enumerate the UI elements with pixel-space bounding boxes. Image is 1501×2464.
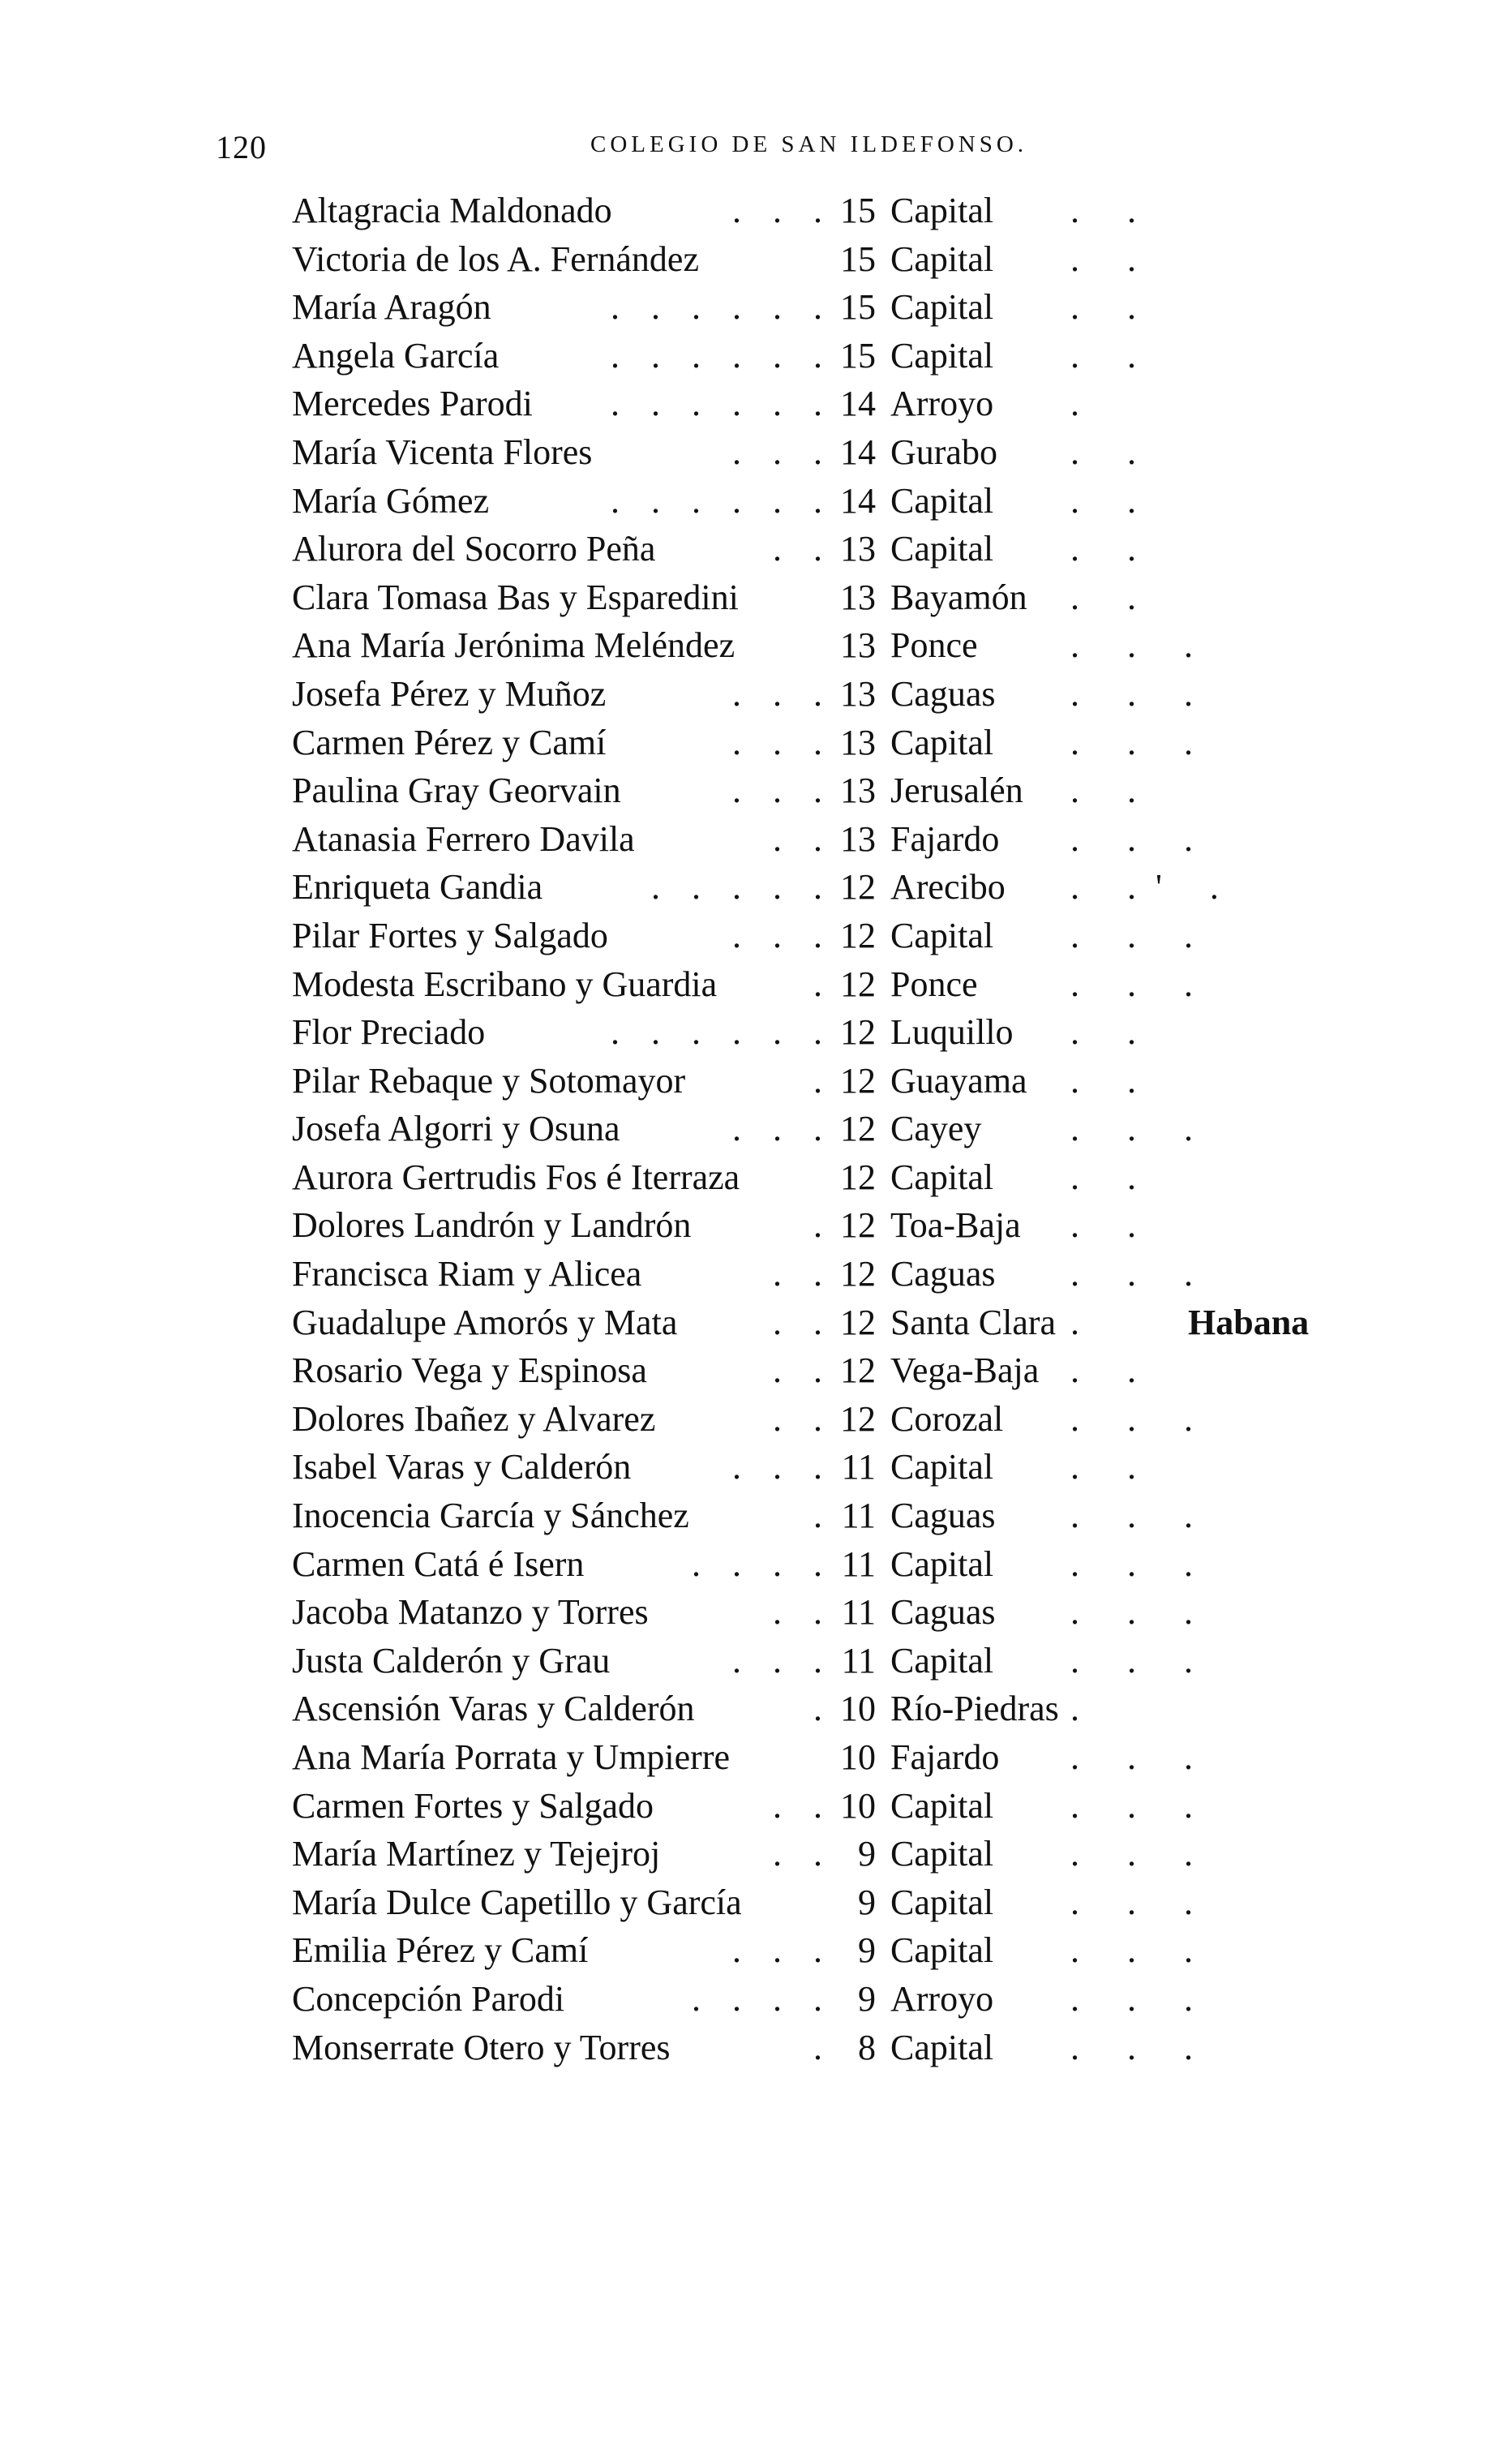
register-row — [292, 1782, 1330, 1831]
student-name — [292, 1878, 834, 1927]
register-row — [292, 573, 1330, 622]
student-origin: Capital — [890, 1157, 994, 1197]
register-row — [292, 1492, 1330, 1540]
student-name-text: Ascensión Varas y Calderón — [292, 1689, 695, 1729]
student-age: 12 — [840, 1012, 876, 1053]
student-name-text: Victoria de los A. Fernández — [292, 238, 699, 279]
trailing-dots: . . — [1070, 1205, 1156, 1246]
leader-dots: . — [808, 1057, 834, 1105]
student-name — [292, 670, 834, 719]
student-origin: Luquillo — [890, 1012, 1014, 1053]
student-origin: Guayama — [890, 1060, 1027, 1101]
leader-dots: . . — [768, 1782, 834, 1831]
student-name — [292, 428, 834, 477]
register-row — [292, 1201, 1330, 1250]
register-row — [292, 1105, 1330, 1153]
student-name — [292, 525, 834, 573]
trailing-dots: . . — [1070, 238, 1156, 279]
leader-dots: . . . . . . — [606, 380, 834, 428]
student-age: 12 — [840, 1157, 876, 1197]
register-row — [292, 477, 1330, 526]
student-origin: Capital — [890, 1882, 994, 1922]
running-head: COLEGIO DE SAN ILDEFONSO. — [590, 131, 1028, 157]
student-origin: Arecibo — [890, 867, 1006, 908]
trailing-dots: . . — [1070, 431, 1156, 472]
register-row — [292, 235, 1330, 284]
student-name — [292, 719, 834, 767]
trailing-dots: . . — [1070, 480, 1156, 521]
leader-dots: . . . — [727, 1443, 834, 1492]
student-name — [292, 960, 834, 1009]
student-name-text: Paulina Gray Georvain — [292, 771, 621, 811]
student-name-text: Pilar Fortes y Salgado — [292, 915, 608, 955]
trailing-dots: . — [1070, 1302, 1099, 1342]
student-name-text: Justa Calderón y Grau — [292, 1640, 611, 1681]
leader-dots: . . . — [727, 766, 834, 815]
student-origin: Caguas — [890, 1254, 996, 1294]
student-name-text: Josefa Pérez y Muñoz — [292, 673, 607, 714]
register-row — [292, 1443, 1330, 1492]
register-row — [292, 1395, 1330, 1444]
student-origin: Caguas — [890, 673, 996, 714]
student-origin: Capital — [890, 529, 994, 569]
student-age: 12 — [840, 1060, 876, 1101]
student-origin: Capital — [890, 722, 994, 762]
student-origin: Jerusalén — [890, 771, 1023, 811]
student-name — [292, 1250, 834, 1299]
student-origin: Arroyo — [890, 1978, 994, 2019]
student-origin: Corozal — [890, 1398, 1004, 1439]
trailing-dots: . — [1070, 1689, 1099, 1729]
register-row — [292, 283, 1330, 332]
trailing-dots: . . . — [1070, 1930, 1212, 1971]
student-age: 11 — [841, 1543, 876, 1584]
student-origin: Capital — [890, 191, 994, 230]
student-origin: Caguas — [890, 1496, 996, 1536]
student-origin: Ponce — [890, 964, 978, 1004]
register-row — [292, 1299, 1330, 1347]
student-name-text: Josefa Algorri y Osuna — [292, 1109, 620, 1149]
leader-dots: . . — [768, 525, 834, 573]
leader-dots: . — [808, 1685, 834, 1733]
leader-dots: . . . . . — [646, 863, 834, 912]
trailing-dots: . . . — [1070, 915, 1212, 955]
leader-dots: . . . — [727, 1637, 834, 1685]
register-row — [292, 912, 1330, 960]
student-origin: Vega-Baja — [890, 1350, 1040, 1391]
student-age: 14 — [840, 384, 876, 424]
register-row — [292, 719, 1330, 767]
student-age: 11 — [841, 1496, 876, 1536]
register-row — [292, 960, 1330, 1009]
student-name-text: Concepción Parodi — [292, 1978, 565, 2019]
register-row — [292, 1153, 1330, 1202]
student-name — [292, 187, 834, 235]
student-name — [292, 1540, 834, 1589]
student-name-text: Monserrate Otero y Torres — [292, 2027, 671, 2067]
student-origin: Capital — [890, 1785, 994, 1826]
leader-dots: . . — [768, 1588, 834, 1637]
leader-dots: . . . . . . — [606, 477, 834, 526]
trailing-dots: . . . — [1070, 2027, 1212, 2067]
student-name — [292, 1153, 834, 1202]
student-name-text: Atanasia Ferrero Davila — [292, 818, 635, 859]
register-row — [292, 380, 1330, 428]
student-name — [292, 1492, 834, 1540]
student-name — [292, 332, 834, 380]
student-name-text: Mercedes Parodi — [292, 384, 533, 424]
student-age: 14 — [840, 431, 876, 472]
student-name-text: Emilia Pérez y Camí — [292, 1930, 589, 1971]
leader-dots: . — [808, 1201, 834, 1250]
student-name-text: Jacoba Matanzo y Torres — [292, 1592, 649, 1633]
student-name-text: Carmen Fortes y Salgado — [292, 1785, 654, 1826]
student-name — [292, 1733, 834, 1782]
leader-dots: . . . — [727, 187, 834, 235]
trailing-dots: . . . — [1070, 818, 1212, 859]
student-origin: Bayamón — [890, 577, 1027, 617]
student-name — [292, 1299, 834, 1347]
trailing-dots: . . — [1070, 287, 1156, 328]
student-age: 9 — [858, 1882, 876, 1922]
student-origin: Arroyo — [890, 384, 994, 424]
student-name-text: Altagracia Maldonado — [292, 191, 612, 230]
leader-dots: . . . — [727, 670, 834, 719]
student-name — [292, 1830, 834, 1878]
student-age: 12 — [840, 1350, 876, 1391]
trailing-dots: . . — [1070, 1012, 1156, 1053]
trailing-dots: . . — [1070, 1060, 1156, 1101]
register-row — [292, 332, 1330, 380]
student-origin-note: Habana — [1188, 1302, 1310, 1342]
register-row — [292, 1830, 1330, 1878]
student-age: 10 — [840, 1689, 876, 1729]
student-origin: Toa-Baja — [890, 1205, 1021, 1246]
student-age: 13 — [840, 577, 876, 617]
student-name — [292, 1782, 834, 1831]
trailing-dots: . . — [1070, 191, 1156, 230]
student-origin: Cayey — [890, 1109, 982, 1149]
student-name-text: Carmen Catá é Isern — [292, 1543, 585, 1584]
leader-dots: . . — [768, 1830, 834, 1878]
leader-dots: . . . — [727, 1105, 834, 1153]
leader-dots: . . — [768, 1250, 834, 1299]
student-origin: Caguas — [890, 1592, 996, 1633]
student-name-text: Carmen Pérez y Camí — [292, 722, 607, 762]
leader-dots: . . . . — [687, 1975, 834, 2024]
student-origin: Gurabo — [890, 431, 997, 472]
student-origin: Río-Piedras — [890, 1689, 1059, 1729]
student-name-text: Enriqueta Gandia — [292, 867, 543, 908]
trailing-dots: . . — [1070, 771, 1156, 811]
trailing-dots: . . — [1070, 1157, 1156, 1197]
trailing-dots: . .' . — [1070, 867, 1238, 908]
student-origin: Capital — [890, 1543, 994, 1584]
student-origin: Capital — [890, 287, 994, 328]
student-name-text: Flor Preciado — [292, 1012, 486, 1053]
register-row — [292, 1588, 1330, 1637]
student-name — [292, 1008, 834, 1057]
register-row — [292, 1733, 1330, 1782]
student-name-text: Ana María Porrata y Umpierre — [292, 1737, 731, 1777]
register-row — [292, 525, 1330, 573]
student-name — [292, 1637, 834, 1685]
student-age: 15 — [840, 335, 876, 376]
student-age: 13 — [840, 818, 876, 859]
student-age: 13 — [840, 771, 876, 811]
student-origin: Fajardo — [890, 818, 1000, 859]
trailing-dots: . . . — [1070, 1543, 1212, 1584]
student-name-text: Rosario Vega y Espinosa — [292, 1350, 647, 1391]
student-origin: Fajardo — [890, 1737, 1000, 1777]
trailing-dots: . . . — [1070, 1834, 1212, 1874]
trailing-dots: . . — [1070, 1447, 1156, 1487]
student-name — [292, 1395, 834, 1444]
register-row — [292, 670, 1330, 719]
student-origin: Santa Clara — [890, 1302, 1057, 1342]
student-age: 12 — [840, 1398, 876, 1439]
student-age: 9 — [858, 1834, 876, 1874]
student-name — [292, 621, 834, 670]
student-name — [292, 1926, 834, 1975]
leader-dots: . — [808, 960, 834, 1009]
student-age: 15 — [840, 238, 876, 279]
student-name-text: Dolores Landrón y Landrón — [292, 1205, 692, 1246]
leader-dots: . . . — [727, 428, 834, 477]
leader-dots: . . — [768, 1395, 834, 1444]
student-age: 10 — [840, 1737, 876, 1777]
register-row — [292, 863, 1330, 912]
student-age: 12 — [840, 1302, 876, 1342]
register-row — [292, 766, 1330, 815]
student-name — [292, 283, 834, 332]
student-name — [292, 235, 834, 284]
leader-dots: . . . — [727, 719, 834, 767]
student-name — [292, 1201, 834, 1250]
student-origin: Capital — [890, 480, 994, 521]
student-name — [292, 912, 834, 960]
student-name-text: Ana María Jerónima Meléndez — [292, 625, 735, 666]
student-age: 10 — [840, 1785, 876, 1826]
student-name — [292, 1685, 834, 1733]
student-origin: Capital — [890, 915, 994, 955]
register-row — [292, 1346, 1330, 1395]
student-name — [292, 1057, 834, 1105]
student-origin: Capital — [890, 1447, 994, 1487]
student-name-text: María Dulce Capetillo y García — [292, 1882, 742, 1922]
student-age: 8 — [858, 2027, 876, 2067]
student-age: 12 — [840, 867, 876, 908]
trailing-dots: . . . — [1070, 1978, 1212, 2019]
trailing-dots: . . . — [1070, 1398, 1212, 1439]
student-age: 11 — [841, 1640, 876, 1681]
leader-dots: . — [808, 1492, 834, 1540]
student-origin: Capital — [890, 238, 994, 279]
register-row — [292, 1878, 1330, 1927]
student-age: 12 — [840, 1254, 876, 1294]
student-name-text: Guadalupe Amorós y Mata — [292, 1302, 678, 1342]
student-origin: Capital — [890, 2027, 994, 2067]
student-origin: Capital — [890, 1930, 994, 1971]
student-age: 12 — [840, 1205, 876, 1246]
student-register-list — [292, 187, 1330, 2071]
leader-dots: . — [808, 2024, 834, 2072]
trailing-dots: . . . — [1070, 1109, 1212, 1149]
student-age: 12 — [840, 1109, 876, 1149]
student-name-text: Aurora Gertrudis Fos é Iterraza — [292, 1157, 740, 1197]
leader-dots: . . . — [727, 912, 834, 960]
student-name-text: María Gómez — [292, 480, 490, 521]
student-name — [292, 1975, 834, 2024]
leader-dots: . . . . . . — [606, 332, 834, 380]
trailing-dots: . . . — [1070, 722, 1212, 762]
student-name-text: Dolores Ibañez y Alvarez — [292, 1398, 656, 1439]
leader-dots: . . . . . . — [606, 1008, 834, 1057]
student-origin: Capital — [890, 1640, 994, 1681]
leader-dots: . . . . — [687, 1540, 834, 1589]
trailing-dots: . . . — [1070, 1882, 1212, 1922]
register-row — [292, 1540, 1330, 1589]
student-age: 11 — [841, 1447, 876, 1487]
trailing-dots: . . — [1070, 529, 1156, 569]
student-name — [292, 477, 834, 526]
student-name — [292, 815, 834, 864]
student-name-text: Pilar Rebaque y Sotomayor — [292, 1060, 686, 1101]
student-age: 13 — [840, 673, 876, 714]
register-row — [292, 1008, 1330, 1057]
register-row — [292, 1637, 1330, 1685]
trailing-dots: . . — [1070, 1350, 1156, 1391]
leader-dots: . . . — [727, 1926, 834, 1975]
trailing-dots: . . . — [1070, 1496, 1212, 1536]
register-row — [292, 187, 1330, 235]
student-name — [292, 2024, 834, 2072]
register-row — [292, 1685, 1330, 1733]
student-origin: Ponce — [890, 625, 978, 666]
student-origin: Capital — [890, 335, 994, 376]
trailing-dots: . — [1070, 384, 1099, 424]
student-name — [292, 766, 834, 815]
student-name — [292, 573, 834, 622]
leader-dots: . . — [768, 815, 834, 864]
trailing-dots: . . . — [1070, 1640, 1212, 1681]
trailing-dots: . . . — [1070, 1785, 1212, 1826]
page-number: 120 — [216, 129, 267, 165]
student-age: 15 — [840, 191, 876, 230]
student-name-text: Isabel Varas y Calderón — [292, 1447, 632, 1487]
student-age: 11 — [841, 1592, 876, 1633]
student-origin: Capital — [890, 1834, 994, 1874]
student-name-text: María Aragón — [292, 287, 491, 328]
student-name — [292, 863, 834, 912]
leader-dots: . . — [768, 1346, 834, 1395]
trailing-dots: . . . — [1070, 625, 1212, 666]
student-name-text: Inocencia García y Sánchez — [292, 1496, 689, 1536]
trailing-dots: . . — [1070, 335, 1156, 376]
register-row — [292, 1926, 1330, 1975]
register-row — [292, 815, 1330, 864]
register-row — [292, 1250, 1330, 1299]
student-age: 12 — [840, 915, 876, 955]
student-age: 15 — [840, 287, 876, 328]
trailing-dots: . . . — [1070, 1737, 1212, 1777]
trailing-dots: . . — [1070, 577, 1156, 617]
student-name-text: María Vicenta Flores — [292, 431, 593, 472]
register-row — [292, 2024, 1330, 2072]
student-age: 9 — [858, 1930, 876, 1971]
student-name-text: María Martínez y Tejejroj — [292, 1834, 661, 1874]
trailing-dots: . . . — [1070, 673, 1212, 714]
student-age: 12 — [840, 964, 876, 1004]
register-row — [292, 428, 1330, 477]
register-row — [292, 1057, 1330, 1105]
student-name — [292, 380, 834, 428]
student-age: 14 — [840, 480, 876, 521]
student-name-text: Clara Tomasa Bas y Esparedini — [292, 577, 739, 617]
student-age: 13 — [840, 625, 876, 666]
student-age: 9 — [858, 1978, 876, 2019]
leader-dots: . . — [768, 1299, 834, 1347]
student-name — [292, 1443, 834, 1492]
student-name-text: Modesta Escribano y Guardia — [292, 964, 718, 1004]
leader-dots: . . . . . . — [606, 283, 834, 332]
student-name — [292, 1105, 834, 1153]
student-name — [292, 1588, 834, 1637]
student-age: 13 — [840, 722, 876, 762]
register-row — [292, 621, 1330, 670]
register-row — [292, 1975, 1330, 2024]
trailing-dots: . . . — [1070, 1592, 1212, 1633]
student-age: 13 — [840, 529, 876, 569]
student-name-text: Angela García — [292, 335, 500, 376]
student-name-text: Alurora del Socorro Peña — [292, 529, 656, 569]
trailing-dots: . . . — [1070, 1254, 1212, 1294]
student-name-text: Francisca Riam y Alicea — [292, 1254, 642, 1294]
student-name — [292, 1346, 834, 1395]
trailing-dots: . . . — [1070, 964, 1212, 1004]
